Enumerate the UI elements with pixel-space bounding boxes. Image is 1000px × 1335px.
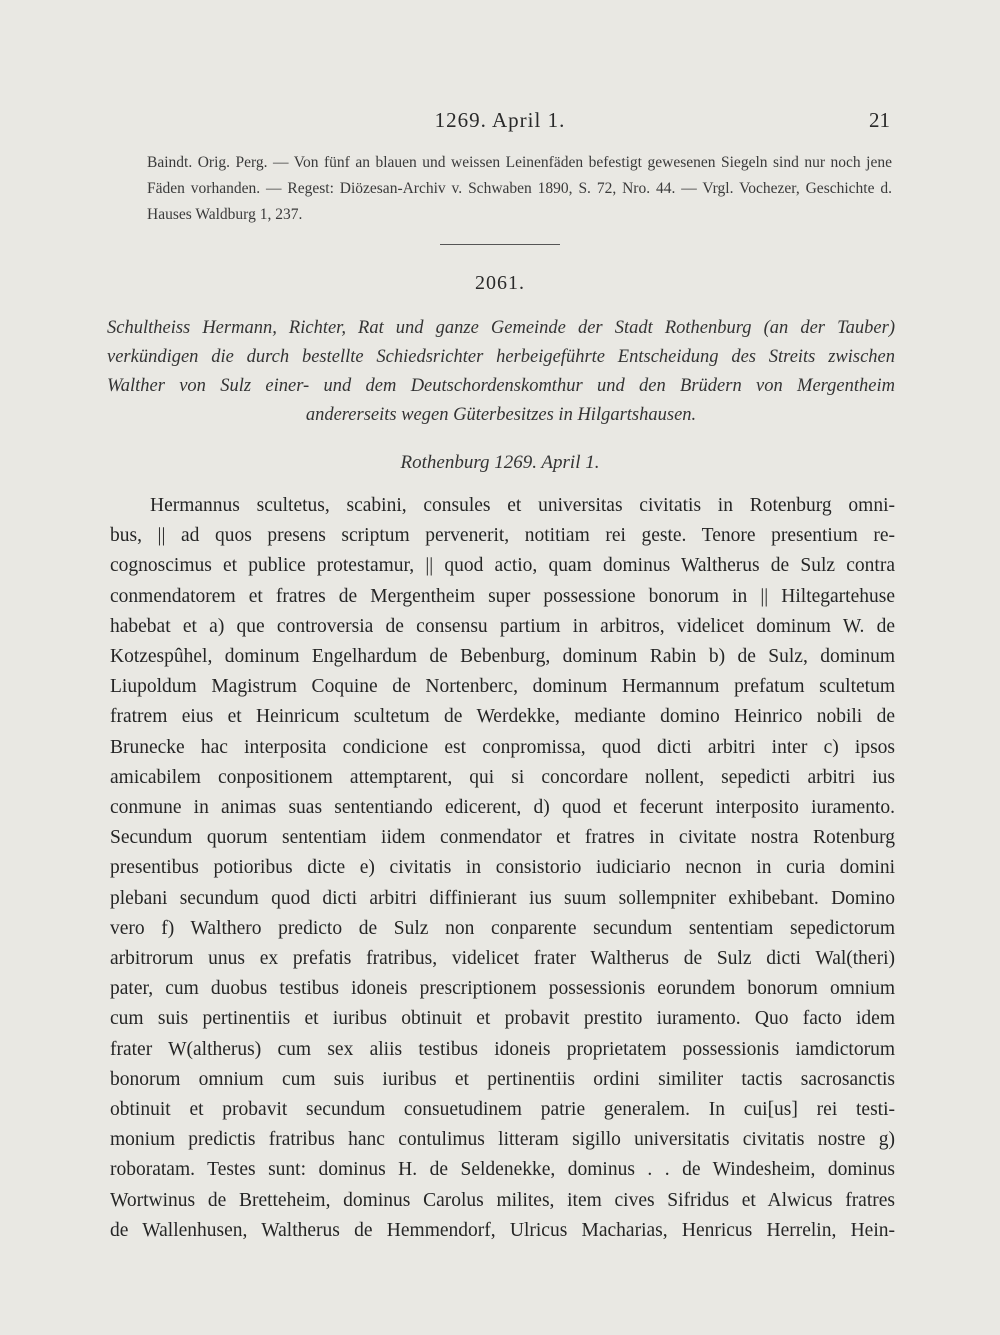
text-line: cum suis pertinentiis et iuribus obtinuit et probavit prestito iuramento. Quo facto idem xyxy=(110,1008,895,1030)
text-line: frater W(altherus) cum sex aliis testibus idoneis proprietatem possessionis iamdictorum xyxy=(110,1038,895,1060)
page-number: 21 xyxy=(869,108,890,132)
place-date: Rothenburg 1269. April 1. xyxy=(400,452,600,473)
text-line: bonorum omnium cum suis iuribus et pertinentiis ordini similiter tactis sacrosanctis xyxy=(110,1068,895,1090)
running-title: 1269. April 1. xyxy=(434,108,566,132)
regest-line: Walther von Sulz einer- und dem Deutschordenskomthur und den Brüdern von Mergentheim xyxy=(107,376,895,396)
text-line: de Wallenhusen, Waltherus de Hemmendorf, Ulricus Macharias, Henricus Herrelin, Hein- xyxy=(110,1219,895,1241)
document-number: 2061. xyxy=(475,272,525,294)
text-line: Secundum quorum sententiam iidem conmendator et fratres in civitate nostra Rotenburg xyxy=(110,827,895,849)
text-line: vero f) Walthero predicto de Sulz non conparente secundum sententiam sepedictorum xyxy=(110,917,895,939)
archival-note-text: Baindt. Orig. Perg. — Von fünf an blauen und weissen Leinenfäden befestigt gewesenen Siegeln sind nur noch jene Fäden vorhanden. — Regest: Diözesan-Archiv v. Schwaben 1890, S. 72, Nro. 44. — Vrgl. Vochezer, Geschichte d. Hauses Waldburg 1, 237. xyxy=(147,154,892,223)
text-line: Hermannus scultetus, scabini, consules et universitas civitatis in Rotenburg omni- xyxy=(150,495,895,516)
text-line: Kotzespûhel, dominum Engelhardum de Bebenburg, dominum Rabin b) de Sulz, dominum xyxy=(110,646,895,668)
text-line: conmendatorem et fratres de Mergentheim super possessione bonorum in || Hiltegartehuse xyxy=(110,585,895,607)
charter-text xyxy=(110,491,895,1246)
text-line: presentibus potioribus dicte e) civitatis in consistorio iudiciario necnon in curia domini xyxy=(110,857,895,879)
regest-line: verkündigen die durch bestellte Schiedsrichter herbeigeführte Entscheidung des Streits zwischen xyxy=(107,347,895,367)
text-line: bus, || ad quos presens scriptum pervenerit, notitiam rei geste. Tenore presentium re- xyxy=(110,525,895,547)
text-line: habebat et a) que controversia de consensu partium in arbitros, videlicet dominum W. de xyxy=(110,615,895,637)
regest-line: andererseits wegen Güterbesitzes in Hilgartshausen. xyxy=(305,405,697,425)
text-line: conmune in animas suas sententiando edicerent, d) quod et fecerunt interposito iuramento. xyxy=(110,797,895,819)
text-line: Wortwinus de Bretteheim, dominus Carolus milites, item cives Sifridus et Alwicus fratres xyxy=(110,1189,895,1211)
text-line: plebani secundum quod dicti arbitri diffinierant ius suum sollempniter exhibebant. Domino xyxy=(110,887,895,909)
text-line: cognoscimus et publice protestamur, || quod actio, quam dominus Waltherus de Sulz contra xyxy=(110,555,895,577)
text-line: fratrem eius et Heinricum scultetum de Werdekke, mediante domino Heinrico nobili de xyxy=(110,706,895,728)
text-line: arbitrorum unus ex prefatis fratribus, videlicet frater Waltherus de Sulz dicti Wal(theri) xyxy=(110,948,895,970)
text-line: obtinuit et probavit secundum consuetudinem patrie generalem. In cui[us] rei testi- xyxy=(110,1099,895,1121)
running-head xyxy=(0,108,1000,138)
text-line: Liupoldum Magistrum Coquine de Nortenberc, dominum Hermannum prefatum scultetum xyxy=(110,676,895,698)
text-line: amicabilem conpositionem attemptarent, qui si concordare nollent, sepedicti arbitri ius xyxy=(110,766,895,788)
text-line: roboratam. Testes sunt: dominus H. de Seldenekke, dominus . . de Windesheim, dominus xyxy=(110,1159,895,1181)
section-divider xyxy=(440,244,560,245)
text-line: monium predictis fratribus hanc contulimus litteram sigillo universitatis civitatis nostre g) xyxy=(110,1129,895,1151)
archival-note xyxy=(107,150,892,228)
regest-summary xyxy=(107,314,895,430)
text-line: Brunecke hac interposita condicione est conpromissa, quod dicti arbitri inter c) ipsos xyxy=(110,736,895,758)
regest-line: Schultheiss Hermann, Richter, Rat und ganze Gemeinde der Stadt Rothenburg (an der Tauber) xyxy=(107,318,895,338)
text-line: pater, cum duobus testibus idoneis prescriptionem possessionis eorundem bonorum omnium xyxy=(110,978,895,1000)
